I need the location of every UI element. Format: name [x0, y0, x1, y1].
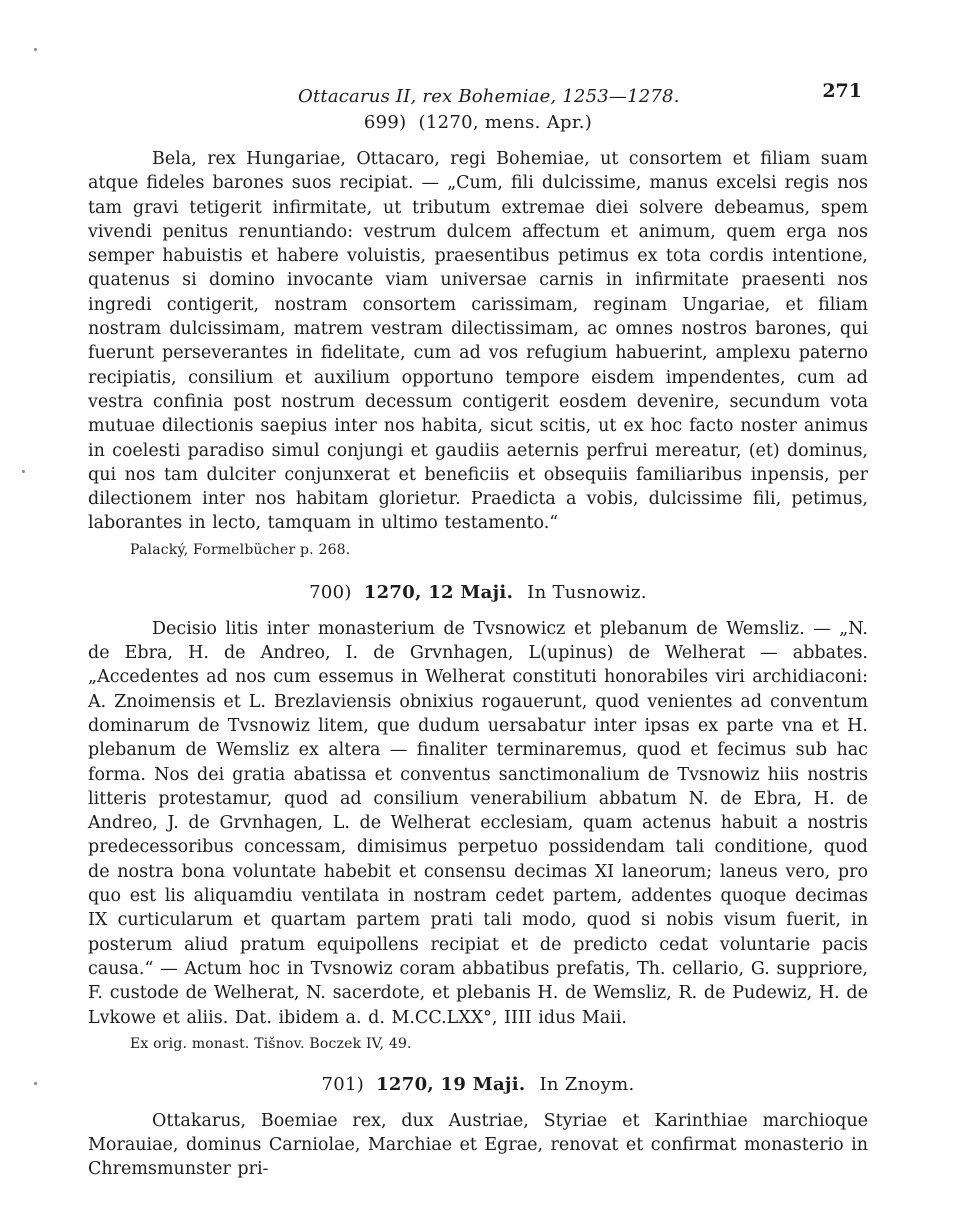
- entry-heading: [88, 582, 868, 603]
- page-number: 271: [822, 80, 862, 102]
- entry-699: [88, 112, 868, 558]
- entry-place: In Znoym.: [539, 1073, 635, 1095]
- running-head: [88, 72, 868, 106]
- entry-number: 700): [309, 581, 352, 603]
- running-title: Ottacarus II, rex Bohemiae, 1253—1278.: [298, 86, 680, 107]
- entry-number: 699): [363, 112, 407, 133]
- document-page: [88, 72, 868, 1182]
- entry-body: Ottakarus, Boemiae rex, dux Austriae, Styriae et Karinthiae marchioque Morauiae, dominus Carniolae, Marchiae et Egrae, renovat et confirmat monasterio in Chremsmunster pri-: [88, 1110, 868, 1180]
- entry-place: In Tusnowiz.: [527, 581, 647, 603]
- entry-body: Bela, rex Hungariae, Ottacaro, regi Bohemiae, ut consortem et filiam suam atque fideles barones suos recipiat. — „Cum, fili dulcissime, manus excelsi regis nos tam gravi tetigerit infirmitate, ut tributum extremae diei solvere debeamus, spem vivendi penitus renuntiando: vestrum dulcem affectum et animum, quem erga nos semper habuistis et habere voluistis, praesentibus petimus ex tota cordis intentione, quatenus si domino invocante viam universae carnis in infirmitate praesenti nos ingredi contigerit, nostram consortem carissimam, reginam Ungariae, et filiam nostram dulcissimam, matrem vestram dilectissimam, ac omnes nostros barones, qui fuerunt perseverantes in fidelitate, cum ad vos refugium habuerint, amplexu paterno recipiatis, consilium et auxilium opportuno tempore eisdem impendentes, cum ad vestra confinia post nostrum decessum contigerit eosdem devenire, secundum vota mutuae dilectionis saepius inter nos habita, sicut scitis, ut ex hoc facto noster animus in coelesti paradiso simul conjungi et gaudiis aeternis perfrui mereatur, (et) dominus, qui nos tam dulciter conjunxerat et beneficiis et obsequiis familiaribus inpensis, per dilectionem inter nos habitam glorietur. Praedicta a vobis, dulcissime fili, petimus, laborantes in lecto, tamquam in ultimo testamento.“: [88, 149, 868, 534]
- entry-heading: [88, 1074, 868, 1095]
- entry-body: Decisio litis inter monasterium de Tvsnowicz et plebanum de Wemsliz. — „N. de Ebra, H. de Andreo, I. de Grvnhagen, L(upinus) de Welherat — abbates. „Accedentes ad nos cum essemus in Welherat constituti honorabiles viri archidiaconi: A. Znoimensis et L. Brezlaviensis obnixius rogauerunt, quod venientes ad conventum dominarum de Tvsnowiz litem, que dudum uersabatur inter ipsas ex parte vna et H. plebanum de Wemsliz ex altera — finaliter terminaremus, quod et fecimus sub hac forma. Nos dei gratia abatissa et conventus sanctimonalium de Tvsnowiz hiis nostris litteris protestamur, quod ad consilium venerabilium abbatum N. de Ebra, H. de Andreo, J. de Grvnhagen, L. de Welherat ecclesiam, quam actenus habuit a nostris predecessoribus concessam, dimisimus perpetuo possidendam tali conditione, quod de nostra bona voluntate habebit et consensu decimas XI laneorum; laneus vero, pro quo est lis aliquamdiu ventilata in nostram cedet partem, addentes quoque decimas IX curticularum et quartam partem prati tali modo, quod si nobis visum fuerit, in posterum aliud pratum equipollens recipiat et de predicto cedat voluntarie pacis causa.“ — Actum hoc in Tvsnowiz coram abbatibus prefatis, Th. cellario, G. suppriore, F. custode de Welherat, N. sacerdote, et plebanis H. de Wemsliz, R. de Pudewiz, H. de Lvkowe et aliis. Dat. ibidem a. d. M.CC.LXX°, IIII idus Maii.: [88, 618, 868, 1028]
- entry-date: 1270, 19 Maji.: [376, 1073, 526, 1095]
- entry-date: (1270, mens. Apr.): [418, 112, 593, 133]
- entry-number: 701): [321, 1073, 365, 1095]
- entry-701: [88, 1074, 868, 1182]
- entry-source: Palacký, Formelbücher p. 268.: [130, 541, 351, 558]
- entry-source: Ex orig. monast. Tišnov. Boczek IV, 49.: [130, 1035, 412, 1052]
- entry-date: 1270, 12 Maji.: [363, 581, 514, 603]
- scan-speck: [22, 470, 25, 473]
- entry-heading: [88, 112, 868, 133]
- entry-700: [88, 582, 868, 1052]
- scan-speck: [34, 1082, 37, 1085]
- scan-speck: [34, 48, 37, 51]
